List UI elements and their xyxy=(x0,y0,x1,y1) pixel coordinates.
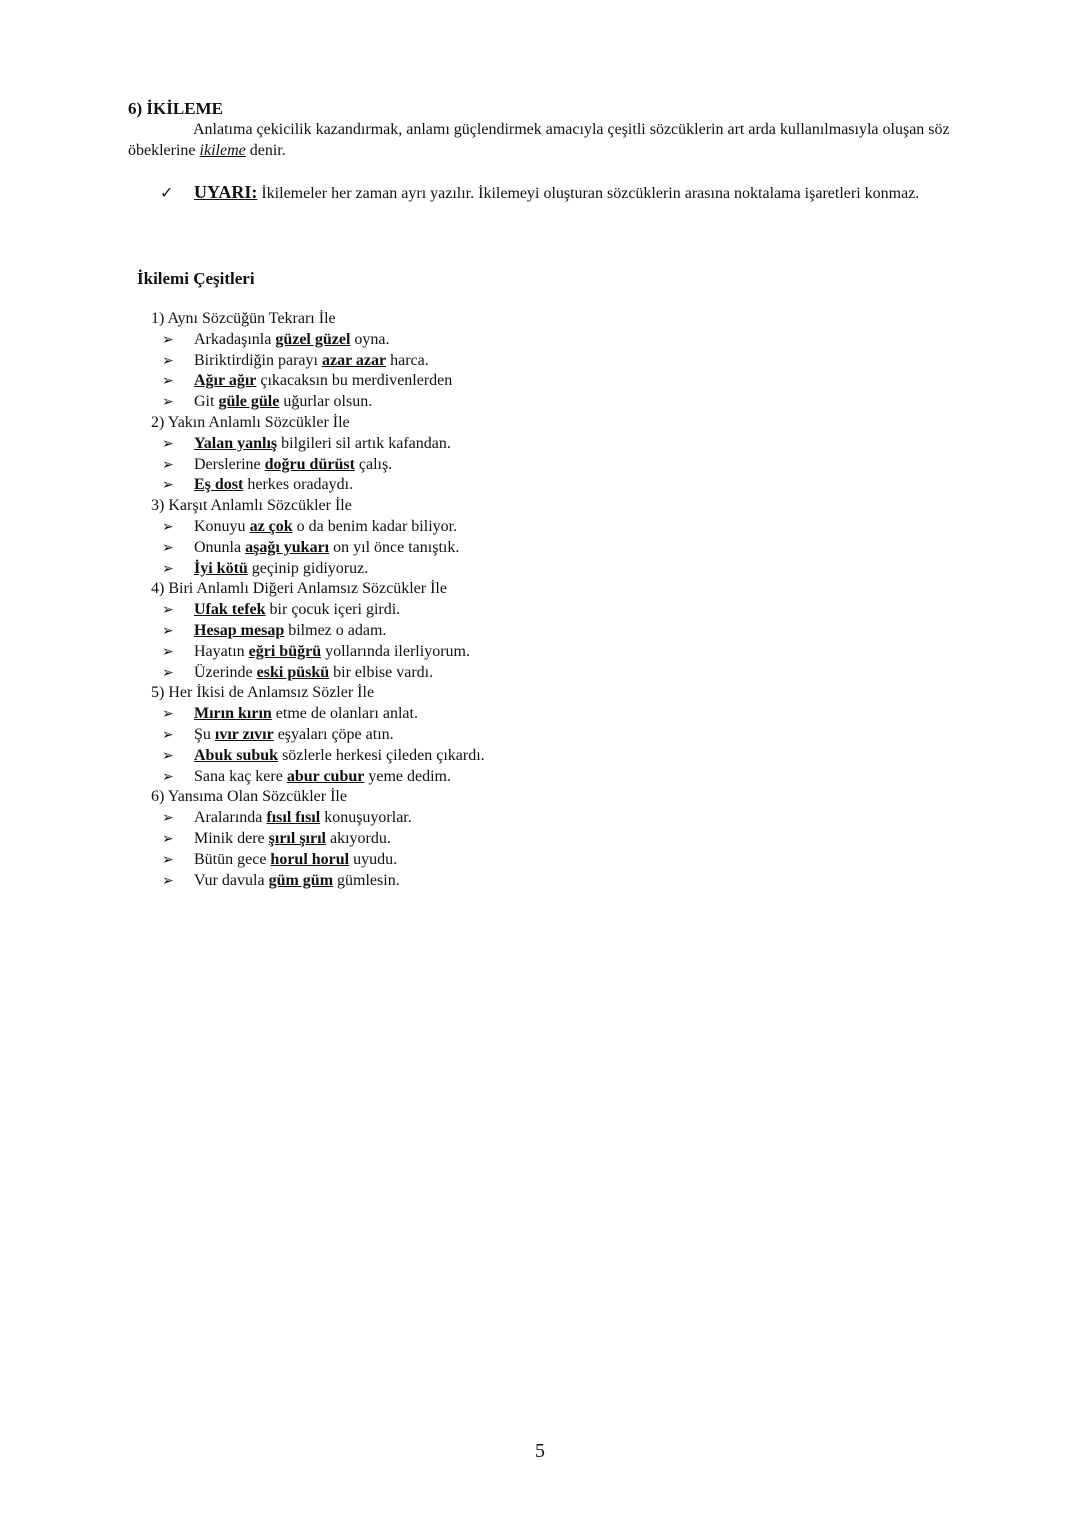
type-group-title: 4) Biri Anlamlı Diğeri Anlamsız Sözcükler İle xyxy=(151,580,447,598)
example-item xyxy=(151,371,871,392)
ikileme-word: Eş dost xyxy=(194,476,244,494)
example-text-before: Vur davula xyxy=(194,871,269,889)
ikileme-word: ıvır zıvır xyxy=(214,725,274,743)
example-item xyxy=(151,746,871,767)
ikileme-word: Yalan yanlış xyxy=(194,434,278,452)
example-item xyxy=(151,600,871,621)
types-list xyxy=(151,309,871,891)
arrowhead-bullet-icon: ➢ xyxy=(162,435,174,452)
checkmark-icon: ✓ xyxy=(160,183,174,202)
ikileme-word: az çok xyxy=(249,517,293,535)
arrowhead-bullet-icon: ➢ xyxy=(162,726,174,743)
intro-paragraph xyxy=(128,119,968,161)
example-item xyxy=(151,392,871,413)
type-group-title: 3) Karşıt Anlamlı Sözcükler İle xyxy=(151,497,352,515)
example-text-before: Aralarında xyxy=(194,809,267,827)
example-text-after: çalış. xyxy=(354,455,393,473)
arrowhead-bullet-icon: ➢ xyxy=(162,602,174,619)
ikileme-word: fısıl fısıl xyxy=(266,809,321,827)
example-text-after: gümlesin. xyxy=(333,871,400,889)
example-text-after: eşyaları çöpe atın. xyxy=(273,725,394,743)
section-title: 6) İKİLEME xyxy=(128,99,223,118)
ikileme-word: azar azar xyxy=(321,351,387,369)
ikileme-word: şırıl şırıl xyxy=(268,829,326,847)
arrowhead-bullet-icon: ➢ xyxy=(162,768,174,785)
example-text-before: Minik dere xyxy=(194,829,269,847)
example-item xyxy=(151,330,871,351)
example-text-after: çıkacaksın bu merdivenlerden xyxy=(256,372,453,390)
example-item xyxy=(151,621,871,642)
example-text-before: Sana kaç kere xyxy=(194,767,287,785)
example-text-after: sözlerle herkesi çileden çıkardı. xyxy=(278,746,485,764)
ikileme-word: Mırın kırın xyxy=(194,705,272,723)
ikileme-word: Hesap mesap xyxy=(194,621,285,639)
ikileme-word: Ağır ağır xyxy=(194,372,257,390)
example-item xyxy=(151,725,871,746)
ikileme-word: Abuk subuk xyxy=(194,746,279,764)
example-text-after: yollarında ilerliyorum. xyxy=(321,642,470,660)
arrowhead-bullet-icon: ➢ xyxy=(162,518,174,535)
intro-text-part1: Anlatıma çekicilik kazandırmak, anlamı güçlendirmek amacıyla çeşitli sözcüklerin art arda kullanılmasıyla oluşan söz öbeklerine xyxy=(128,121,950,159)
example-item xyxy=(151,663,871,684)
type-group-title: 5) Her İkisi de Anlamsız Sözler İle xyxy=(151,684,375,702)
example-text-before: Üzerinde xyxy=(194,663,257,681)
arrowhead-bullet-icon: ➢ xyxy=(162,539,174,556)
arrowhead-bullet-icon: ➢ xyxy=(162,643,174,660)
example-item xyxy=(151,455,871,476)
example-item xyxy=(151,517,871,538)
example-item xyxy=(151,559,871,580)
example-text-before: Hayatın xyxy=(194,642,249,660)
types-heading: İkilemi Çeşitleri xyxy=(137,269,255,288)
ikileme-word: Ufak tefek xyxy=(194,601,266,619)
example-item xyxy=(151,808,871,829)
arrowhead-bullet-icon: ➢ xyxy=(162,622,174,639)
warning-text: İkilemeler her zaman ayrı yazılır. İkilemeyi oluşturan sözcüklerin arasına noktalama işaretleri konmaz. xyxy=(257,185,920,202)
type-group-title: 2) Yakın Anlamlı Sözcükler İle xyxy=(151,413,350,431)
example-text-after: bilmez o adam. xyxy=(284,621,387,639)
ikileme-word: eğri büğrü xyxy=(248,642,322,660)
arrowhead-bullet-icon: ➢ xyxy=(162,456,174,473)
example-item xyxy=(151,642,871,663)
arrowhead-bullet-icon: ➢ xyxy=(162,664,174,681)
arrowhead-bullet-icon: ➢ xyxy=(162,747,174,764)
ikileme-word: güle güle xyxy=(218,393,280,411)
example-item xyxy=(151,829,871,850)
example-text-after: etme de olanları anlat. xyxy=(271,705,418,723)
example-text-after: harca. xyxy=(386,351,429,369)
example-text-before: Onunla xyxy=(194,538,246,556)
arrowhead-bullet-icon: ➢ xyxy=(162,560,174,577)
ikileme-word: abur cubur xyxy=(286,767,365,785)
ikileme-word: aşağı yukarı xyxy=(245,538,330,556)
arrowhead-bullet-icon: ➢ xyxy=(162,394,174,411)
example-text-after: bilgileri sil artık kafandan. xyxy=(277,434,451,452)
intro-keyword: ikileme xyxy=(199,142,246,159)
example-text-after: uğurlar olsun. xyxy=(279,393,373,411)
arrowhead-bullet-icon: ➢ xyxy=(162,830,174,847)
arrowhead-bullet-icon: ➢ xyxy=(162,352,174,369)
example-text-before: Git xyxy=(194,393,219,411)
example-item xyxy=(151,475,871,496)
arrowhead-bullet-icon: ➢ xyxy=(162,810,174,827)
ikileme-word: eski püskü xyxy=(256,663,330,681)
example-text-before: Arkadaşınla xyxy=(194,330,276,348)
example-text-after: uyudu. xyxy=(349,850,398,868)
warning-label: UYARI: xyxy=(194,182,258,202)
arrowhead-bullet-icon: ➢ xyxy=(162,706,174,723)
ikileme-word: doğru dürüst xyxy=(264,455,355,473)
example-text-after: o da benim kadar biliyor. xyxy=(292,517,458,535)
example-text-after: yeme dedim. xyxy=(364,767,451,785)
example-item xyxy=(151,871,871,892)
page-number: 5 xyxy=(535,1440,545,1462)
warning-note xyxy=(160,182,980,204)
arrowhead-bullet-icon: ➢ xyxy=(162,872,174,889)
example-item xyxy=(151,538,871,559)
example-text-after: bir çocuk içeri girdi. xyxy=(265,601,401,619)
example-text-after: bir elbise vardı. xyxy=(329,663,434,681)
example-item xyxy=(151,767,871,788)
arrowhead-bullet-icon: ➢ xyxy=(162,477,174,494)
ikileme-word: güzel güzel xyxy=(275,330,351,348)
type-group-title: 6) Yansıma Olan Sözcükler İle xyxy=(151,788,347,806)
example-text-before: Şu xyxy=(194,725,215,743)
example-text-before: Biriktirdiğin parayı xyxy=(194,351,322,369)
example-text-after: geçinip gidiyoruz. xyxy=(247,559,369,577)
example-text-after: konuşuyorlar. xyxy=(320,809,412,827)
example-text-before: Derslerine xyxy=(194,455,265,473)
example-text-before: Konuyu xyxy=(194,517,250,535)
example-item xyxy=(151,434,871,455)
example-item xyxy=(151,351,871,372)
intro-text-part2: denir. xyxy=(245,142,286,159)
arrowhead-bullet-icon: ➢ xyxy=(162,851,174,868)
example-text-before: Bütün gece xyxy=(194,850,271,868)
example-text-after: herkes oradaydı. xyxy=(243,476,354,494)
example-text-after: on yıl önce tanıştık. xyxy=(329,538,460,556)
ikileme-word: horul horul xyxy=(270,850,350,868)
ikileme-word: İyi kötü xyxy=(194,559,248,577)
arrowhead-bullet-icon: ➢ xyxy=(162,331,174,348)
arrowhead-bullet-icon: ➢ xyxy=(162,373,174,390)
type-group-title: 1) Aynı Sözcüğün Tekrarı İle xyxy=(151,310,336,327)
ikileme-word: güm güm xyxy=(268,871,334,889)
example-text-after: akıyordu. xyxy=(325,829,391,847)
example-text-after: oyna. xyxy=(350,330,390,348)
example-item xyxy=(151,704,871,725)
example-item xyxy=(151,850,871,871)
